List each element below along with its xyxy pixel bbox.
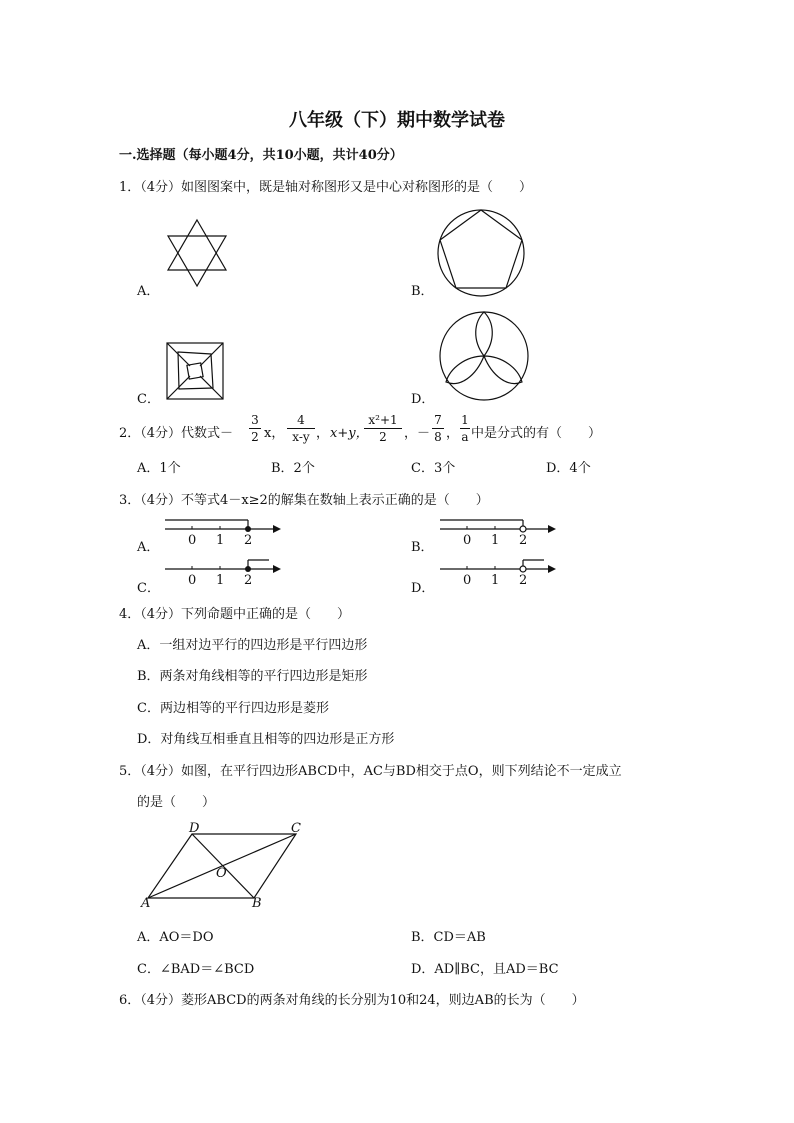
fraction-7-over-8 (432, 413, 444, 444)
tick-label: 1 (216, 573, 225, 588)
fraction-numerator: 4 (297, 413, 305, 427)
q4-option-d: D．对角线互相垂直且相等的四边形是正方形 (137, 732, 395, 747)
tick-label: 2 (519, 533, 528, 548)
fraction-numerator: x²+1 (368, 413, 398, 427)
question-6-stem: 6．（4分）菱形ABCD的两条对角线的长分别为10和24，则边AB的长为（ ） (119, 993, 585, 1008)
question-4-stem: 4．（4分）下列命题中正确的是（ ） (119, 607, 351, 622)
pentagon-in-circle-figure (436, 208, 526, 298)
number-line-b (440, 517, 560, 553)
q4-option-a: A．一组对边平行的四边形是平行四边形 (137, 638, 368, 653)
point-label-d: D (189, 821, 200, 836)
question-5-stem-line1: 5．（4分）如图，在平行四边形ABCD中，AC与BD相交于点O，则下列结论不一定成立 (119, 764, 622, 779)
fraction-4-over-x-minus-y (287, 413, 315, 444)
fraction-3-over-2 (249, 413, 261, 444)
tick-label: 2 (244, 533, 253, 548)
question-2-prefix: 2．（4分）代数式－ (119, 426, 234, 441)
q1-option-b-label: B． (411, 284, 434, 299)
q3-option-c-label: C． (137, 581, 160, 596)
q3-option-b-label: B． (411, 540, 434, 555)
fraction-denominator: a (461, 430, 469, 444)
fraction-numerator: 1 (461, 413, 469, 427)
tick-label: 2 (244, 573, 253, 588)
q2-suffix: 中是分式的有（ ） (471, 426, 602, 441)
hexagram-figure (162, 218, 232, 288)
number-line-d (440, 557, 560, 593)
q2-comma: ， (316, 426, 330, 441)
tick-label: 1 (491, 533, 500, 548)
q2-comma-2: ， (446, 426, 460, 441)
point-label-o: O (216, 866, 227, 881)
q5-option-b: B．CD＝AB (411, 930, 486, 945)
tick-label: 0 (188, 533, 197, 548)
fraction-denominator: 8 (434, 430, 442, 444)
q2-option-b: B．2个 (271, 461, 315, 476)
fraction-numerator: 3 (251, 413, 259, 427)
question-5-stem-line2: 的是（ ） (137, 795, 216, 810)
q1-option-a-label: A． (137, 284, 160, 299)
square-pinwheel-figure (166, 342, 224, 400)
q2-text-x: x， (264, 426, 285, 441)
q1-option-c-label: C． (137, 392, 160, 407)
fraction-x2-plus-1-over-2 (364, 413, 402, 444)
tick-label: 2 (519, 573, 528, 588)
q3-option-d-label: D． (411, 581, 435, 596)
q2-option-c: C．3个 (411, 461, 456, 476)
trefoil-circle-figure (438, 310, 530, 402)
tick-label: 1 (216, 533, 225, 548)
q2-minus: ，－ (404, 426, 431, 441)
q1-option-d-label: D． (411, 392, 435, 407)
q2-option-d: D．4个 (546, 461, 591, 476)
section-heading: 一.选择题（每小题4分，共10小题，共计40分） (119, 148, 403, 163)
number-line-c (165, 557, 285, 593)
page-title: 八年级（下）期中数学试卷 (289, 110, 505, 131)
tick-label: 0 (463, 573, 472, 588)
fraction-denominator: x-y (292, 430, 310, 444)
question-3-stem: 3．（4分）不等式4－x≥2的解集在数轴上表示正确的是（ ） (119, 493, 489, 508)
tick-label: 1 (491, 573, 500, 588)
number-line-a (165, 517, 285, 553)
tick-label: 0 (188, 573, 197, 588)
point-label-a: A (141, 896, 151, 911)
q4-option-b: B．两条对角线相等的平行四边形是矩形 (137, 669, 368, 684)
q2-option-a: A．1个 (137, 461, 181, 476)
q5-option-a: A．AO＝DO (137, 930, 214, 945)
fraction-numerator: 7 (434, 413, 442, 427)
fraction-1-over-a (460, 413, 470, 444)
question-1-stem: 1．（4分）如图图案中，既是轴对称图形又是中心对称图形的是（ ） (119, 180, 533, 195)
fraction-denominator: 2 (251, 430, 259, 444)
point-label-b: B (252, 896, 262, 911)
q4-option-c: C．两边相等的平行四边形是菱形 (137, 701, 329, 716)
q3-option-a-label: A． (137, 540, 160, 555)
q5-option-d: D．AD∥BC，且AD＝BC (411, 962, 559, 977)
tick-label: 0 (463, 533, 472, 548)
point-label-c: C (291, 821, 301, 836)
q2-term-x-plus-y: x+y， (330, 426, 369, 441)
fraction-denominator: 2 (379, 430, 387, 444)
q5-option-c: C．∠BAD＝∠BCD (137, 962, 255, 977)
